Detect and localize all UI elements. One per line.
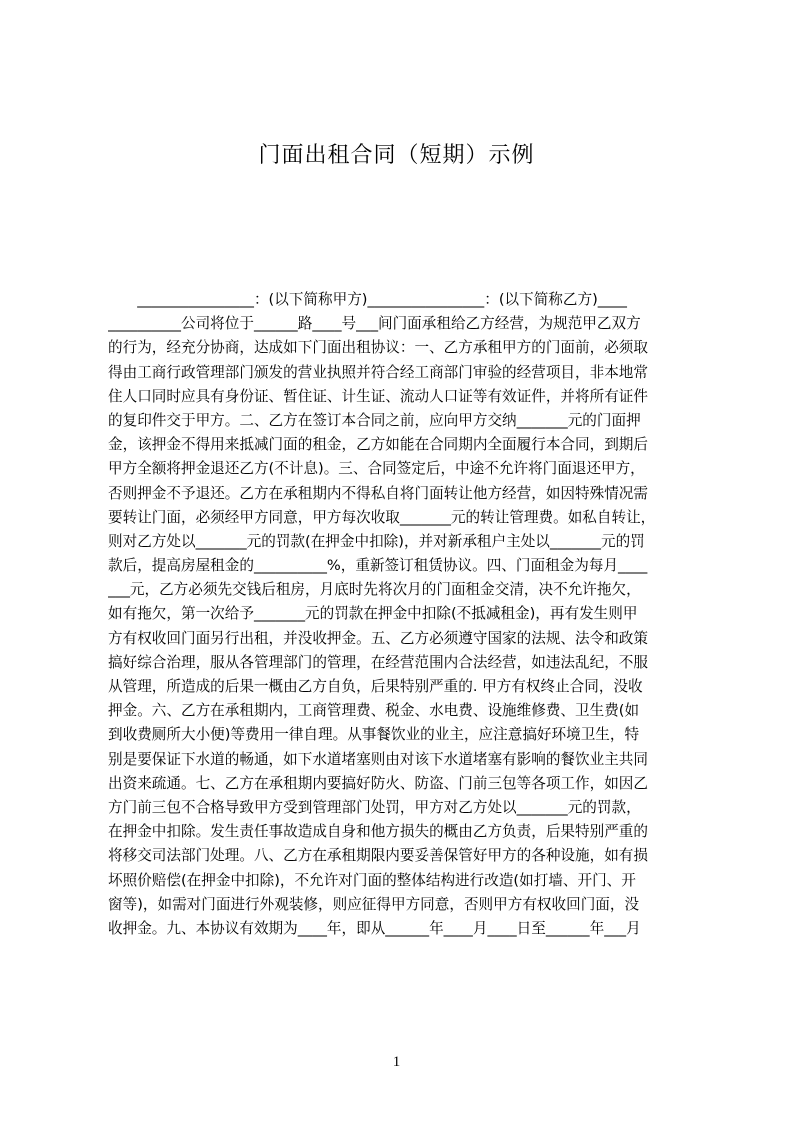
body-line: 押金。六、乙方在承租期内，工商管理费、税金、水电费、设施维修费、卫生费(如 (108, 702, 640, 720)
body-line: 的行为，经充分协商，达成如下门面出租协议：一、乙方承租甲方的门面前，必须取 (108, 339, 648, 357)
body-line: 款后，提高房屋租金的__________%，重新签订租赁协议。四、门面租金为每月____ (108, 557, 648, 575)
body-line: 的复印件交于甲方。二、乙方在签订本合同之前，应向甲方交纳_______元的门面押 (108, 411, 641, 429)
body-line: 在押金中扣除。发生责任事故造成自身和他方损失的概由乙方负责，后果特别严重的 (108, 823, 648, 841)
body-line: 金，该押金不得用来抵减门面的租金，乙方如能在合同期内全面履行本合同，到期后 (108, 436, 648, 454)
body-line: 甲方全额将押金退还乙方(不计息)。三、合同签定后，中途不允许将门面退还甲方， (108, 460, 645, 478)
body-line: 窗等)，如需对门面进行外观装修，则应征得甲方同意，否则甲方有权收回门面，没 (108, 895, 640, 913)
body-line: 则对乙方处以_______元的罚款(在押金中扣除)，并对新承租户主处以_______元的罚 (108, 532, 645, 550)
body-line: 收押金。九、本协议有效期为____年，即从______年____月____日至______年___月 (108, 919, 641, 937)
body-line: __________公司将位于______路____号___间门面承租给乙方经营，为规范甲乙双方 (108, 315, 641, 333)
body-line: 住人口同时应具有身份证、暂住证、计生证、流动人口证等有效证件，并将所有证件 (108, 387, 648, 405)
document-title: 门面出租合同（短期）示例 (258, 143, 535, 168)
body-line: 得由工商行政管理部门颁发的营业执照并符合经工商部门审验的经营项目，非本地常 (108, 363, 648, 381)
body-line: ___元，乙方必须先交钱后租房，月底时先将次月的门面租金交清，决不允许拖欠， (108, 581, 641, 599)
body-line: 从管理，所造成的后果一概由乙方自负，后果特别严重的. 甲方有权终止合同，没收 (108, 678, 643, 695)
body-line: 将移交司法部门处理。八、乙方在承租期限内要妥善保管好甲方的各种设施，如有损 (108, 847, 648, 865)
page-number: 1 (392, 1054, 401, 1070)
contract-body (108, 288, 700, 941)
body-line: ________________：(以下简称甲方)________________：(以下简称乙方)____ (108, 291, 627, 308)
body-line: 如有拖欠，第一次给予_______元的罚款在押金中扣除(不抵减租金)，再有发生则甲 (108, 605, 638, 623)
body-line: 坏照价赔偿(在押金中扣除)，不允许对门面的整体结构进行改造(如打墙、开门、开 (108, 871, 636, 889)
body-line: 否则押金不予退还。乙方在承租期内不得私自将门面转让他方经营，如因特殊情况需 (108, 484, 648, 502)
body-line: 要转让门面，必须经甲方同意，甲方每次收取_______元的转让管理费。如私自转让， (108, 508, 656, 526)
body-line: 到收费厕所大小便)等费用一律自理。从事餐饮业的业主，应注意搞好环境卫生，特 (108, 726, 640, 744)
body-line: 别是要保证下水道的畅通，如下水道堵塞则由对该下水道堵塞有影响的餐饮业主共同 (108, 750, 648, 768)
body-line: 出资来疏通。七、乙方在承租期内要搞好防火、防盗、门前三包等各项工作，如因乙 (108, 774, 648, 792)
body-line: 搞好综合治理，服从各管理部门的管理，在经营范围内合法经营，如违法乱纪，不服 (108, 653, 648, 671)
body-line: 方有权收回门面另行出租，并没收押金。五、乙方必须遵守国家的法规、法令和政策 (108, 629, 648, 647)
body-line: 方门前三包不合格导致甲方受到管理部门处罚，甲方对乙方处以_______元的罚款， (108, 798, 641, 816)
